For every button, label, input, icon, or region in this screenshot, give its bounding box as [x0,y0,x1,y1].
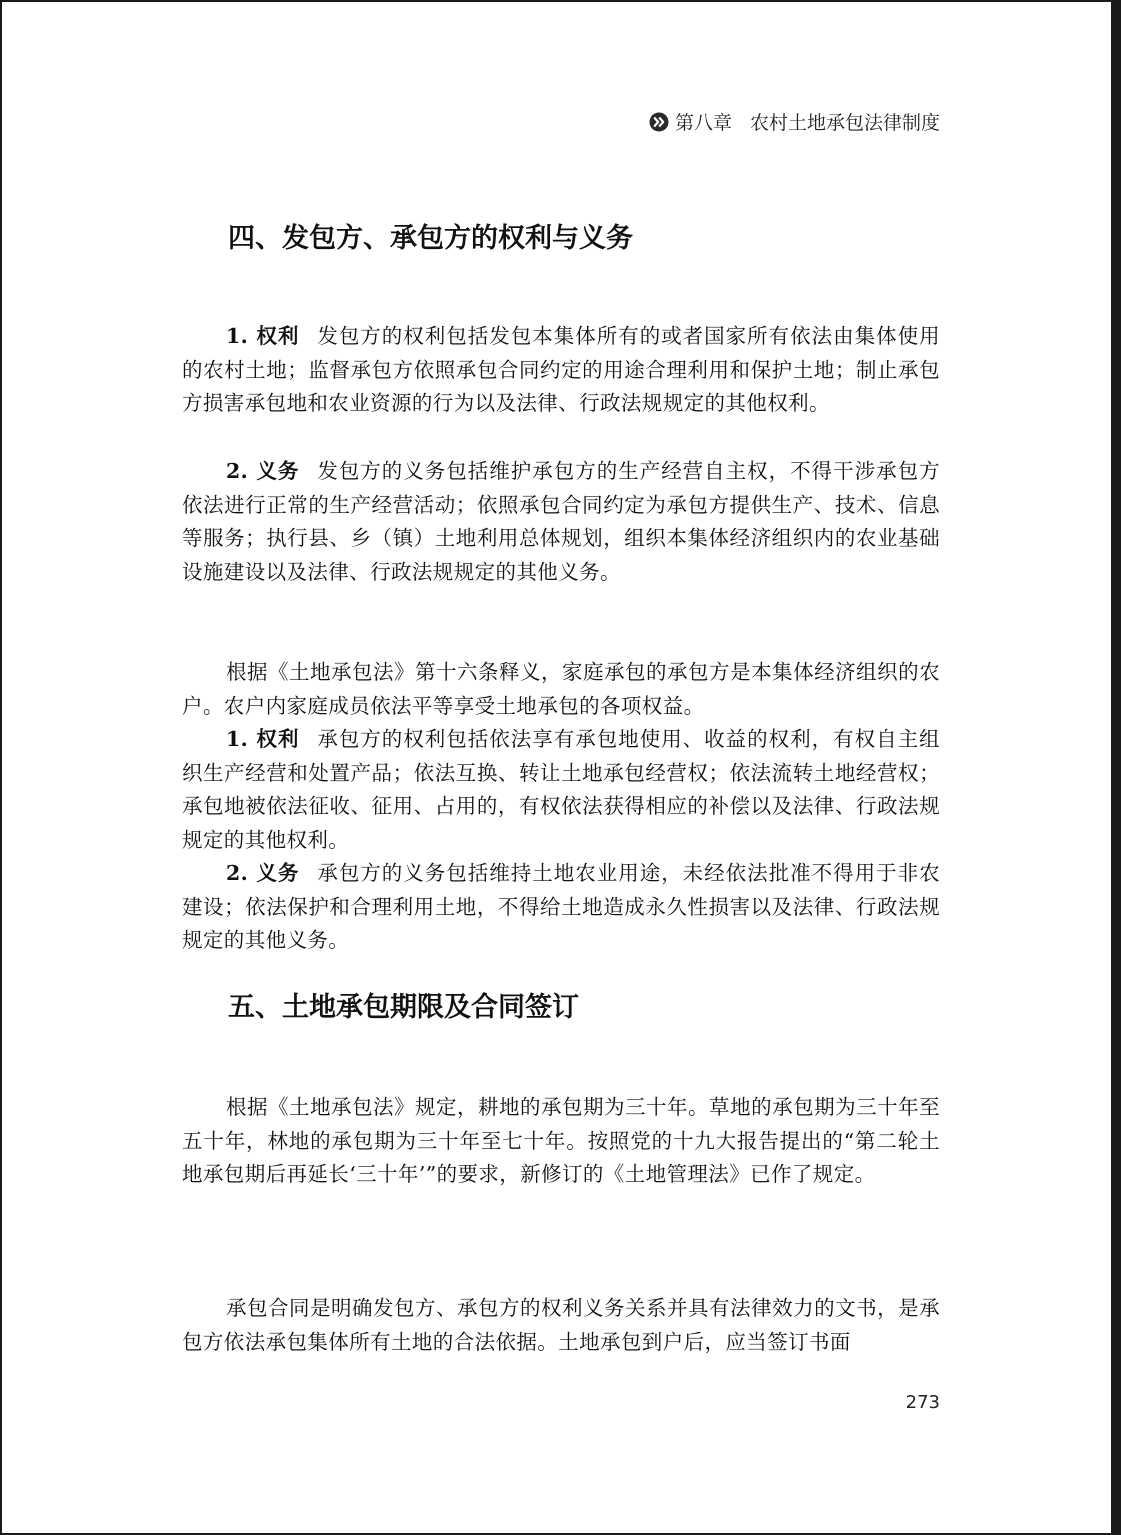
double-chevron-right-icon [649,112,669,132]
paragraph [182,723,940,857]
paragraph [182,1091,940,1192]
chapter-title: 农村土地承包法律制度 [749,112,940,134]
section-heading: 四、发包方、承包方的权利与义务 [228,223,633,254]
paragraph [182,857,940,958]
paragraph-lead: 2. 义务 [226,861,300,885]
running-header [649,108,940,135]
paragraph-text: 发包方的义务包括维护承包方的生产经营自主权，不得干涉承包方依法进行正常的生产经营活动；依照承包合同约定为承包方提供生产、技术、信息等服务；执行县、乡（镇）土地利用总体规划，组织本集体经济组织内的农业基础设施建设以及法律、行政法规规定的其他义务。 [182,459,940,584]
paragraph-text: 根据《土地承包法》规定，耕地的承包期为三十年。草地的承包期为三十年至五十年，林地的承包期为三十年至七十年。按照党的十九大报告提出的“第二轮土地承包期后再延长‘三十年’”的要求，新修订的《土地管理法》已作了规定。 [182,1095,940,1186]
paragraph [182,1292,940,1359]
page-border-top [0,0,1121,2]
chapter-number: 第八章 [674,112,732,134]
paragraph-text: 承包方的权利包括依法享有承包地使用、收益的权利，有权自主组织生产经营和处置产品；依法互换、转让土地承包经营权；依法流转土地经营权；承包地被依法征收、征用、占用的，有权依法获得相应的补偿以及法律、行政法规规定的其他权利。 [182,727,940,852]
paragraph-text: 承包合同是明确发包方、承包方的权利义务关系并具有法律效力的文书，是承包方依法承包集体所有土地的合法依据。土地承包到户后，应当签订书面 [182,1296,940,1354]
paragraph-text: 发包方的权利包括发包本集体所有的或者国家所有依法由集体使用的农村土地；监督承包方依照承包合同约定的用途合理利用和保护土地；制止承包方损害承包地和农业资源的行为以及法律、行政法规规定的其他权利。 [182,324,940,415]
page-border-left [0,0,2,1535]
paragraph-lead: 1. 权利 [226,727,300,751]
paragraph [182,656,940,723]
paragraph-text: 根据《土地承包法》第十六条释义，家庭承包的承包方是本集体经济组织的农户。农户内家庭成员依法平等享受土地承包的各项权益。 [182,660,940,718]
page-number: 273 [905,1392,940,1413]
paragraph [182,320,940,421]
page-border-right [1111,0,1121,1535]
paragraph-lead: 2. 义务 [226,459,300,483]
section-heading: 五、土地承包期限及合同签订 [228,992,579,1023]
paragraph [182,455,940,589]
paragraph-lead: 1. 权利 [226,324,300,348]
paragraph-text: 承包方的义务包括维持土地农业用途，未经依法批准不得用于非农建设；依法保护和合理利用土地，不得给土地造成永久性损害以及法律、行政法规规定的其他义务。 [182,861,940,952]
